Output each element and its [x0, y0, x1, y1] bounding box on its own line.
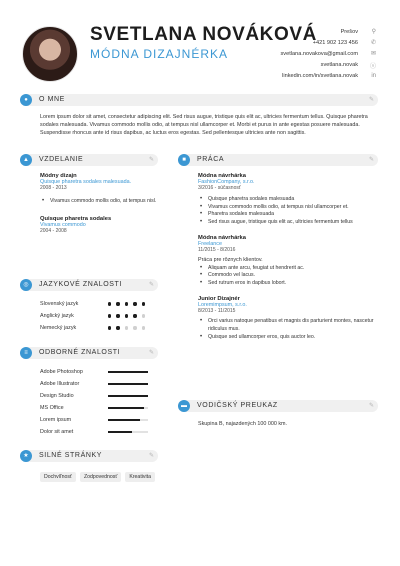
language-name: Nemecký jazyk [40, 325, 77, 331]
education-item-date: 2004 - 2008 [40, 227, 67, 234]
language-name: Slovenský jazyk [40, 301, 79, 307]
work-section-header [178, 154, 378, 166]
strengths-title: SILNÉ STRÁNKY [39, 452, 103, 459]
skill-row [40, 415, 148, 425]
skill-level-track [108, 383, 148, 385]
level-dot [142, 302, 145, 305]
linkedin-icon: in [371, 73, 376, 80]
work-item-bullet: • Aliquam ante arcu, feugiat ut hendrerit ac. [198, 265, 376, 273]
language-row [40, 311, 145, 321]
skill-row [40, 403, 148, 413]
work-item-bullet: • Vivamus commodo mollis odio, at tempus nisl ullamcorper et. [198, 204, 376, 212]
languages-title: JAZYKOVÉ ZNALOSTI [39, 281, 122, 288]
skill-level-fill [108, 419, 140, 421]
contact-phone-text: +421 902 123 456 [312, 39, 358, 46]
skill-level-fill [108, 383, 148, 385]
skill-name: MS Office [40, 405, 64, 411]
edit-icon[interactable]: ✎ [368, 157, 374, 163]
work-item-title: Módna návrhárka [198, 173, 246, 179]
about-text: Lorem ipsum dolor sit amet, consectetur adipiscing elit. Sed risus augue, tristique quis elit ac, ultricies fermentum tellus. Quisque pharetra sodales malesuada. Vivamus commodo mollis odio, at tempus nisl ullamcorper et. Morbi et purus in ante egestas posuere malesuada. Suspendisse rhoncus ante id risus dapibus, ac luctus eros egestas. Sed pellentesque ultricies ante non sagittis. [40, 114, 368, 137]
education-item-bullet: • Vivamus commodo mollis odio, at tempus nisl. [40, 198, 158, 206]
skype-icon: ⓢ [369, 63, 376, 70]
contact-email[interactable] [226, 48, 376, 59]
education-item-subtitle: Vivamus commodo [40, 221, 86, 228]
work-item-title: Junior Dizajnér [198, 296, 240, 303]
edit-icon[interactable]: ✎ [148, 282, 154, 288]
education-section-header [20, 154, 158, 166]
language-row [40, 323, 145, 333]
skill-level-fill [108, 371, 148, 373]
skill-name: Adobe Photoshop [40, 369, 83, 375]
contact-email-text[interactable]: svetlana.novakova@gmail.com [280, 50, 358, 57]
license-section-header [178, 400, 378, 412]
edit-icon[interactable]: ✎ [148, 453, 154, 459]
education-list [40, 173, 158, 234]
skill-row [40, 379, 148, 389]
level-dot [125, 314, 128, 317]
skill-level-fill [108, 431, 132, 433]
level-dot [108, 314, 111, 317]
work-list [198, 173, 376, 341]
edit-icon[interactable]: ✎ [368, 97, 374, 103]
strengths-section-header [20, 450, 158, 462]
skill-level-track [108, 419, 148, 421]
skill-level-fill [108, 395, 148, 397]
level-dot [125, 302, 128, 305]
work-item-company: Loremimpsum, s.r.o. [198, 302, 247, 309]
about-title: O MNE [39, 96, 65, 103]
work-item-description: Práca pre rôznych klientov. [198, 257, 263, 264]
skill-name: Adobe Illustrator [40, 381, 80, 387]
skill-level-track [108, 371, 148, 373]
contact-list [226, 26, 376, 82]
education-item-date: 2008 - 2013 [40, 185, 67, 191]
education-item-title: Quisque pharetra sodales [40, 215, 112, 222]
edit-icon[interactable]: ✎ [148, 157, 154, 163]
contact-skype [226, 60, 376, 71]
work-item-date: 3/2016 - súčasnosť [198, 185, 241, 191]
contact-location-text: Prešov [340, 28, 358, 35]
work-item-bullet: • Pharetra sodales malesuada [198, 211, 376, 219]
skill-level-track [108, 407, 148, 409]
phone-icon: ✆ [370, 40, 376, 47]
skill-row [40, 391, 148, 401]
contact-skype-text: svetlana.novak [320, 62, 358, 69]
level-dot [116, 326, 119, 329]
work-title: PRÁCA [197, 156, 225, 163]
graduation-cap-icon: ▲ [20, 154, 32, 166]
work-item-company: Freelance [198, 241, 222, 248]
contact-linkedin[interactable] [226, 71, 376, 82]
level-dot [133, 314, 136, 317]
skill-level-fill [108, 407, 144, 409]
about-section-header [20, 94, 378, 106]
skill-row [40, 367, 148, 377]
work-item-date: 8/2013 - 11/2015 [198, 308, 236, 315]
tools-icon: ≡ [20, 347, 32, 359]
skill-name: Dolor sit amet [40, 429, 74, 435]
profile-photo [22, 26, 78, 82]
user-icon: ● [20, 94, 32, 106]
globe-icon: ◎ [20, 279, 32, 291]
skill-name: Lorem ipsum [40, 417, 72, 423]
work-item-bullet: • Orci varius natoque penatibus et magnis dis parturient montes, nascetur ridiculus mus. [198, 318, 376, 333]
strength-tag: Kreativita [125, 472, 155, 482]
work-item [198, 173, 376, 226]
email-icon: ✉ [370, 51, 376, 58]
full-name: SVETLANA NOVÁKOVÁ [90, 24, 317, 45]
level-dot [108, 326, 111, 329]
briefcase-icon: ■ [178, 154, 190, 166]
contact-location [226, 26, 376, 37]
skill-level-track [108, 431, 148, 433]
strength-tag: Zodpovednosť [80, 472, 121, 482]
level-dot [108, 302, 111, 305]
language-level [108, 326, 145, 329]
skill-level-track [108, 395, 148, 397]
language-level [108, 302, 145, 305]
level-dot [116, 302, 119, 305]
strength-tag: Dochvíľnosť [40, 472, 76, 482]
license-text: Skupina B, najazdených 100 000 km. [198, 421, 288, 427]
work-item [198, 296, 376, 341]
work-item-bullet: • Quisque pharetra sodales malesuada [198, 196, 376, 204]
work-item-bullet: • Quisque sed ullamcorper eros, quis auctor leo. [198, 334, 376, 342]
work-item-bullet: • Sed risus augue, tristique quis elit ac, ultricies fermentum tellus [198, 219, 376, 227]
level-dot [142, 314, 145, 317]
level-dot [125, 326, 128, 329]
level-dot [116, 314, 119, 317]
level-dot [133, 302, 136, 305]
level-dot [142, 326, 145, 329]
work-item-title: Módna návrhárka [198, 235, 246, 242]
star-icon: ★ [20, 450, 32, 462]
location-icon: ⚲ [371, 29, 376, 36]
work-item [198, 235, 376, 287]
work-item-date: 11/2015 - 8/2016 [198, 247, 236, 254]
work-item-bullet: • Commodo vel lacus. [198, 272, 376, 280]
level-dot [133, 326, 136, 329]
language-row [40, 299, 145, 309]
license-title: VODIČSKÝ PREUKAZ [197, 402, 278, 409]
contact-linkedin-text[interactable]: linkedin.com/in/svetlana.novak [282, 73, 358, 80]
education-item-subtitle: Quisque pharetra sodales malesuada. [40, 179, 132, 185]
contact-phone [226, 37, 376, 48]
strength-tags [40, 472, 160, 482]
education-item [40, 173, 158, 206]
skill-name: Design Studio [40, 393, 74, 399]
skills-title: ODBORNÉ ZNALOSTI [39, 349, 121, 356]
languages-section-header [20, 279, 158, 291]
work-item-bullet: • Sed rutrum eros in dapibus lobort. [198, 280, 376, 288]
car-icon: ▬ [178, 400, 190, 412]
skills-section-header [20, 347, 158, 359]
education-item [40, 216, 158, 234]
education-item-title: Módny dizajn [40, 173, 77, 179]
language-level [108, 314, 145, 317]
work-item-company: FashionCompany, s.r.o. [198, 179, 255, 185]
job-title: MÓDNA DIZAJNÉRKA [90, 47, 229, 61]
edit-icon[interactable]: ✎ [148, 350, 154, 356]
language-name: Anglický jazyk [40, 313, 74, 319]
education-title: VZDELANIE [39, 156, 84, 163]
edit-icon[interactable]: ✎ [368, 403, 374, 409]
skill-row [40, 427, 148, 437]
